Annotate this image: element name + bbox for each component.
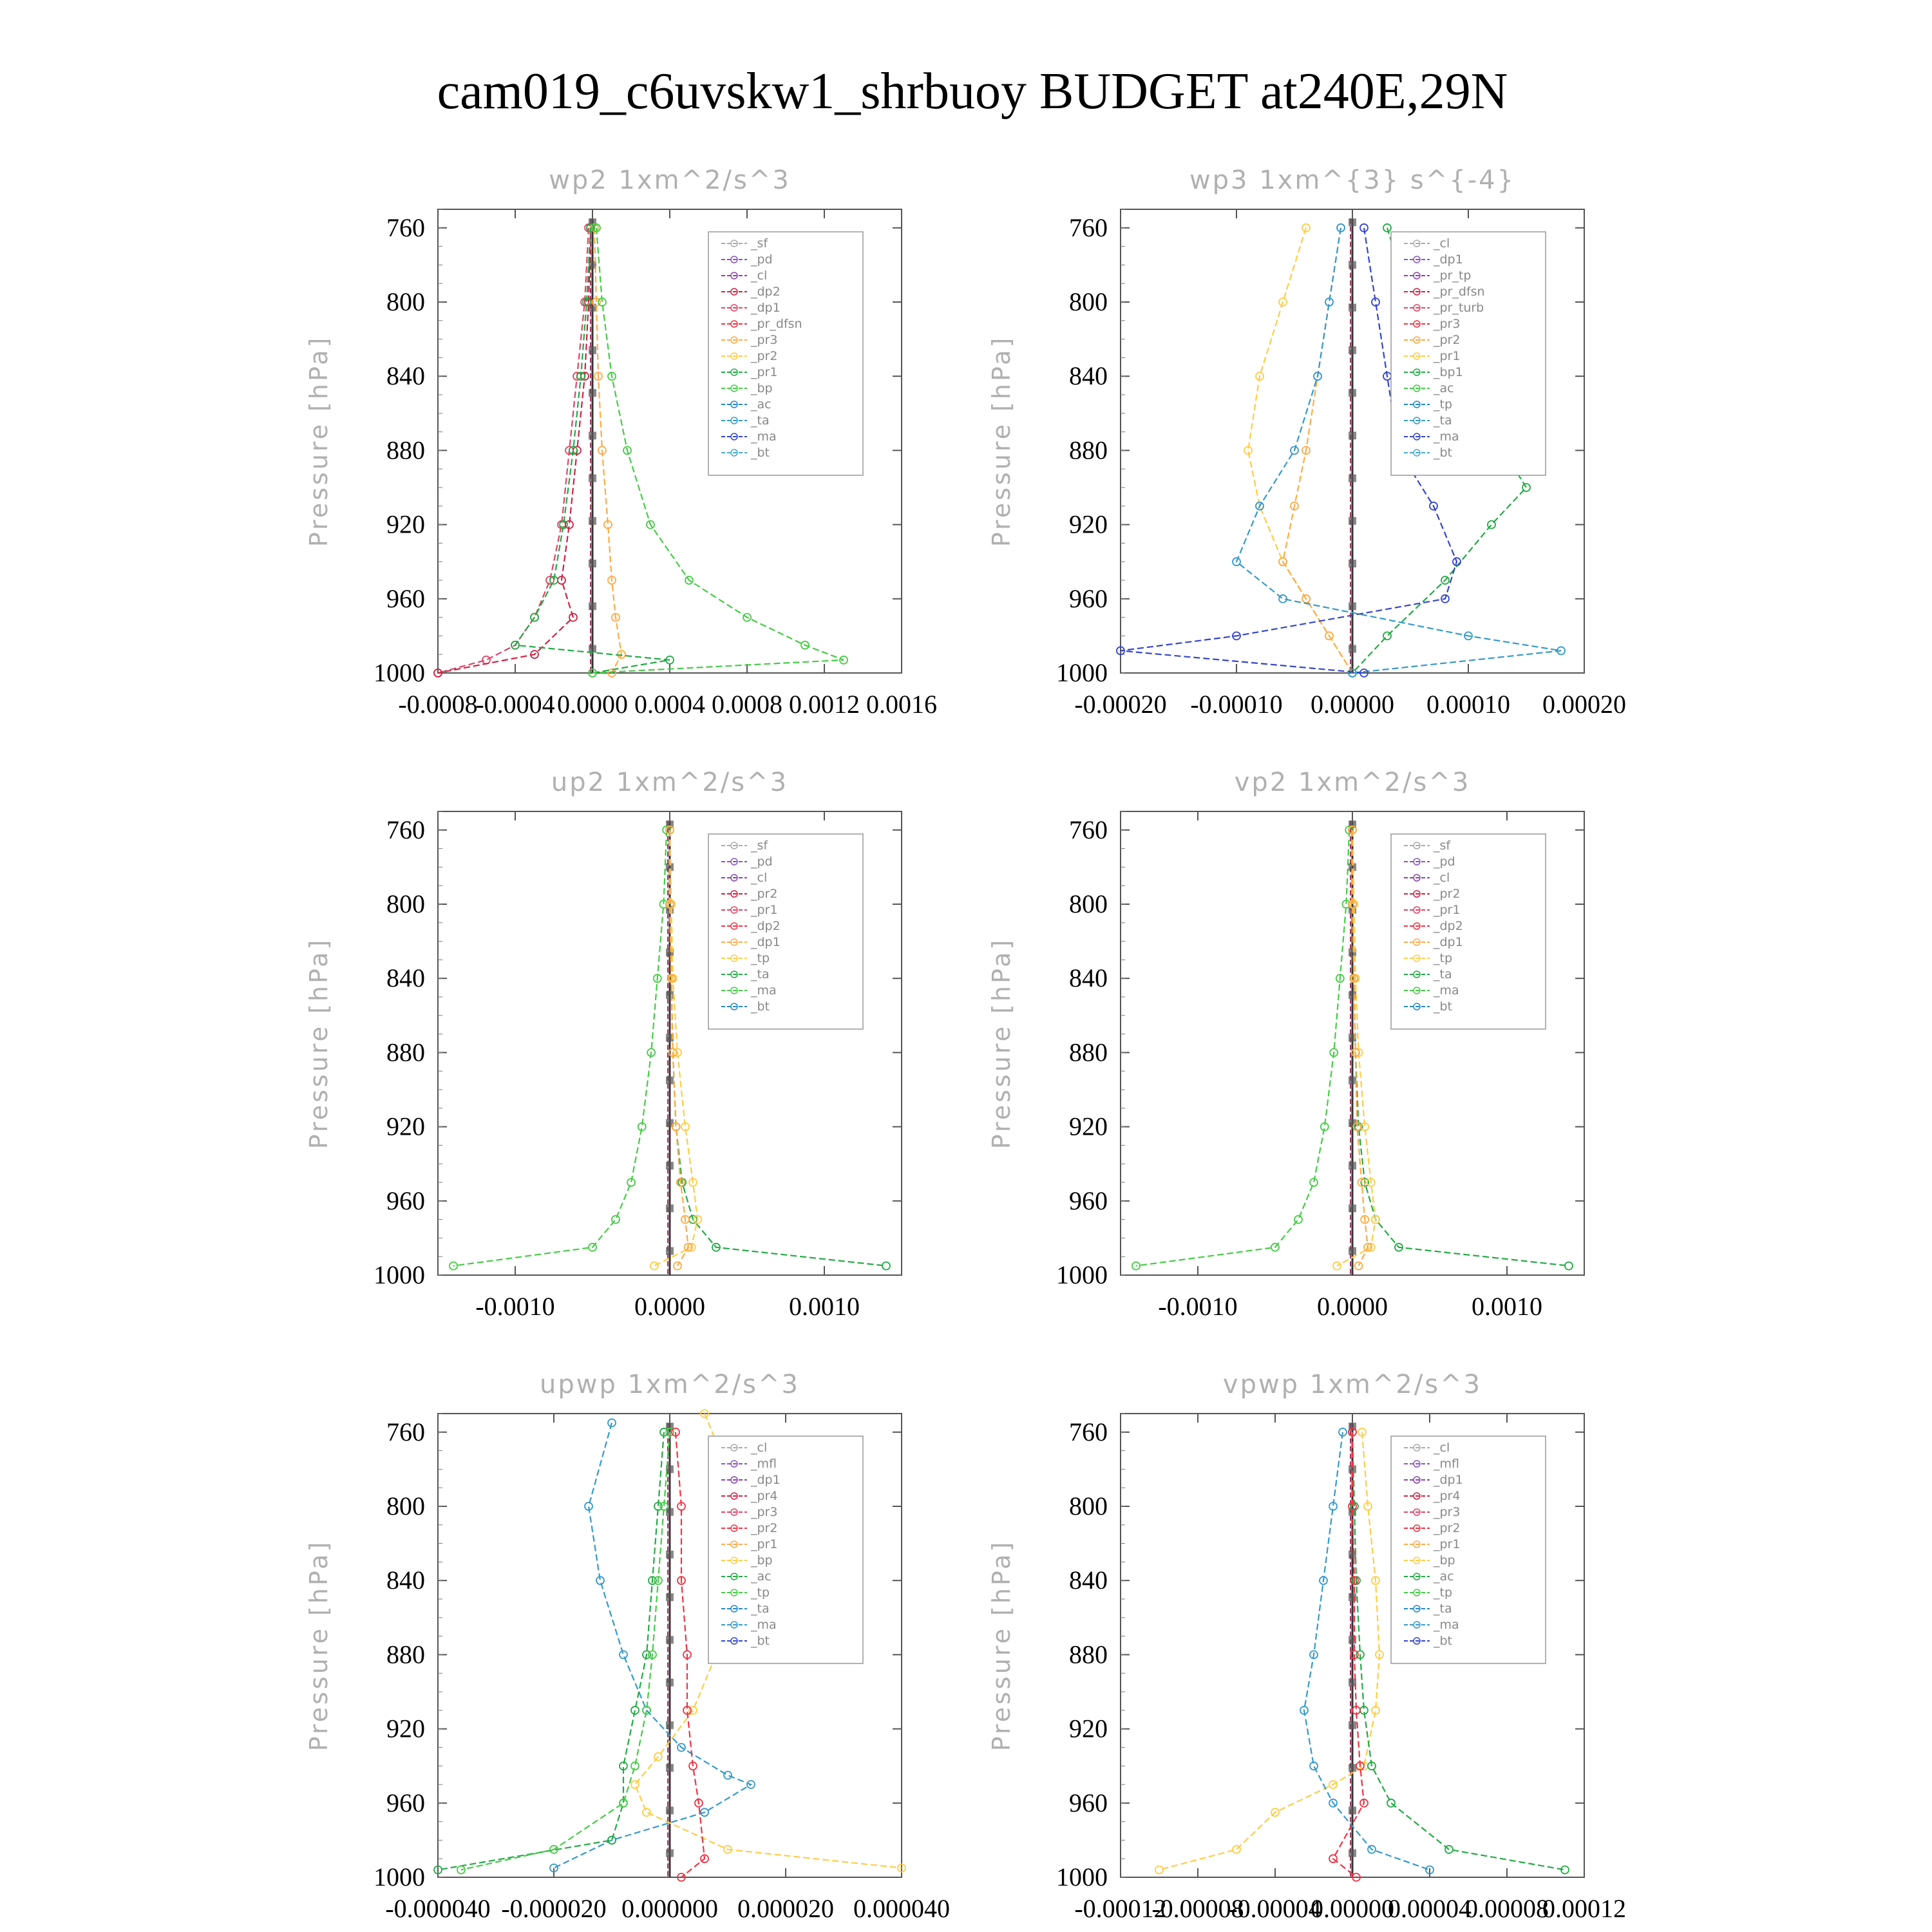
x-tick-label: 0.00008 <box>1465 1894 1549 1923</box>
legend-box <box>1391 1436 1546 1663</box>
x-tick-label: 0.0010 <box>1472 1292 1542 1321</box>
y-axis-label: Pressure [hPa] <box>987 335 1016 547</box>
x-tick-label: -0.00020 <box>1074 690 1167 719</box>
zero-marker <box>666 1721 674 1729</box>
zero-marker <box>1349 645 1356 653</box>
series-point <box>650 1262 658 1270</box>
x-tick-label: 0.00010 <box>1426 690 1510 719</box>
legend-label: _dp1 <box>1434 1473 1463 1487</box>
x-tick-label: 0.00004 <box>1388 1894 1472 1923</box>
zero-marker <box>1349 261 1356 269</box>
zero-marker <box>1349 1162 1356 1170</box>
panel-title: wp3 1xm^{3} s^{-4} <box>1189 166 1516 195</box>
zero-marker <box>589 346 596 354</box>
legend-label: _pr2 <box>751 1521 778 1535</box>
series-line <box>453 830 667 1266</box>
zero-marker <box>1349 475 1356 482</box>
zero-marker <box>666 1204 674 1212</box>
x-tick-label: -0.000040 <box>385 1894 491 1923</box>
y-axis-label: Pressure [hPa] <box>305 335 333 547</box>
y-tick-label: 1000 <box>1056 1260 1108 1289</box>
y-tick-label: 800 <box>386 889 425 918</box>
legend-label: _tp <box>1434 397 1453 412</box>
zero-marker <box>589 475 596 482</box>
legend-label: _ma <box>751 983 777 998</box>
legend-label: _dp1 <box>751 935 781 949</box>
y-axis-label: Pressure [hPa] <box>305 1539 333 1752</box>
y-tick-label: 800 <box>386 1492 425 1520</box>
zero-marker <box>589 560 596 567</box>
series-point <box>643 1808 650 1816</box>
zero-marker <box>666 991 674 999</box>
series-line <box>1136 830 1349 1266</box>
series-line <box>654 830 697 1266</box>
legend-label: _pr3 <box>751 333 778 347</box>
legend-label: _sf <box>751 236 768 251</box>
legend-label: _bt <box>751 999 770 1014</box>
y-tick-label: 960 <box>386 583 425 613</box>
zero-marker <box>1349 304 1356 312</box>
series-line <box>461 1432 670 1870</box>
y-tick-label: 800 <box>386 287 425 316</box>
series-point <box>631 1781 639 1788</box>
y-tick-label: 800 <box>1069 889 1108 918</box>
legend-label: _dp1 <box>1434 935 1463 949</box>
y-tick-label: 760 <box>1069 213 1108 242</box>
series-point <box>882 1262 890 1270</box>
x-tick-label: 0.0016 <box>866 690 937 719</box>
legend-label: _cl <box>1434 871 1450 885</box>
series-line <box>670 830 688 1266</box>
zero-marker <box>589 517 596 525</box>
zero-marker <box>666 1247 674 1255</box>
legend-label: _mfl <box>1434 1457 1459 1471</box>
x-tick-label: 0.000020 <box>737 1894 834 1923</box>
series-line <box>438 1432 664 1870</box>
zero-marker <box>1349 218 1356 226</box>
y-tick-label: 1000 <box>1056 658 1108 687</box>
legend-label: _cl <box>1434 1441 1450 1455</box>
legend-label: _mfl <box>751 1457 777 1471</box>
series-point <box>1488 521 1495 529</box>
series-point <box>1294 1216 1302 1224</box>
legend-label: _cl <box>751 871 768 885</box>
y-tick-label: 760 <box>386 815 425 844</box>
zero-marker <box>589 389 596 397</box>
legend-label: _ta <box>751 413 770 428</box>
y-tick-label: 760 <box>1069 815 1108 844</box>
y-tick-label: 960 <box>1069 1788 1108 1817</box>
legend-label: _sf <box>1434 838 1451 853</box>
zero-marker <box>1349 1593 1356 1601</box>
chart-panel-5 <box>305 1370 950 1923</box>
legend-label: _pd <box>751 855 773 869</box>
zero-marker <box>1349 1077 1356 1084</box>
legend-box <box>708 1436 863 1663</box>
x-tick-label: 0.0000 <box>634 1292 705 1321</box>
x-tick-label: 0.00000 <box>1311 690 1394 719</box>
y-tick-label: 760 <box>386 213 425 242</box>
legend-label: _dp1 <box>751 1473 781 1487</box>
legend-label: _bt <box>1434 999 1453 1014</box>
y-tick-label: 880 <box>386 1640 425 1669</box>
legend-label: _pr2 <box>1434 333 1461 347</box>
chart-panel-3 <box>305 768 902 1321</box>
legend-label: _cl <box>751 1441 768 1455</box>
series-point <box>612 1216 620 1224</box>
series-point <box>1233 1846 1240 1853</box>
legend-label: _pr3 <box>1434 317 1461 331</box>
zero-marker <box>666 1806 674 1814</box>
legend-label: _pr2 <box>1434 887 1461 901</box>
panel-title: vpwp 1xm^2/s^3 <box>1222 1370 1482 1399</box>
legend-label: _pd <box>1434 855 1455 869</box>
legend-label: _tp <box>751 951 770 965</box>
legend-label: _ma <box>1434 1618 1459 1632</box>
y-tick-label: 880 <box>386 1037 425 1067</box>
legend-label: _bt <box>1434 1634 1453 1648</box>
zero-marker <box>1349 517 1356 525</box>
legend-label: _pr1 <box>1434 903 1461 917</box>
x-tick-label: -0.0008 <box>398 690 478 719</box>
series-line <box>1352 830 1368 1266</box>
legend-label: _pr4 <box>751 1489 778 1503</box>
y-tick-label: 880 <box>1069 1037 1108 1067</box>
series-point <box>1383 632 1391 639</box>
legend-label: _pr1 <box>1434 1537 1461 1551</box>
legend-label: _ma <box>1434 983 1459 998</box>
series-line <box>1159 1432 1379 1870</box>
legend-label: _tp <box>1434 951 1453 965</box>
zero-marker <box>1349 602 1356 610</box>
y-tick-label: 880 <box>386 435 425 465</box>
y-tick-label: 920 <box>386 509 425 539</box>
x-tick-label: -0.0004 <box>475 690 555 719</box>
legend-label: _ta <box>1434 967 1452 981</box>
zero-marker <box>589 431 596 439</box>
figure-title: cam019_c6uvskw1_shrbuoy BUDGET at240E,29N <box>437 63 1508 120</box>
legend-label: _bt <box>1434 446 1453 460</box>
y-tick-label: 1000 <box>374 1260 425 1289</box>
legend-label: _sf <box>751 838 768 853</box>
y-tick-label: 840 <box>1069 1566 1108 1595</box>
legend-label: _pd <box>751 252 773 267</box>
zero-marker <box>1349 991 1356 999</box>
legend-label: _pr3 <box>1434 1505 1461 1519</box>
legend-label: _dp2 <box>751 919 781 933</box>
x-tick-label: 0.0012 <box>789 690 860 719</box>
zero-marker <box>589 602 596 610</box>
zero-marker <box>666 1551 674 1558</box>
series-point <box>1565 1262 1573 1270</box>
zero-marker <box>1349 431 1356 439</box>
legend-label: _ma <box>751 1618 777 1632</box>
panels <box>305 166 1626 1923</box>
zero-marker <box>1349 1764 1356 1772</box>
series-line <box>1248 228 1352 673</box>
x-tick-label: 0.0000 <box>557 690 628 719</box>
y-tick-label: 1000 <box>374 658 425 687</box>
legend-label: _cl <box>751 269 768 283</box>
legend-label: _pr1 <box>1434 349 1461 363</box>
zero-marker <box>1349 560 1356 567</box>
y-tick-label: 960 <box>1069 1186 1108 1215</box>
legend-label: _ta <box>751 967 770 981</box>
zero-marker <box>666 1764 674 1772</box>
x-tick-label: 0.0010 <box>789 1292 860 1321</box>
x-tick-label: 0.00020 <box>1542 690 1626 719</box>
x-tick-label: -0.00004 <box>1229 1894 1321 1923</box>
legend-label: _pr4 <box>1434 1489 1461 1503</box>
y-tick-label: 960 <box>386 1788 425 1817</box>
legend-label: _ma <box>751 430 777 444</box>
series-point <box>620 1651 627 1658</box>
series-point <box>1155 1866 1163 1873</box>
legend-label: _tp <box>751 1586 770 1600</box>
x-tick-label: -0.00012 <box>1074 1894 1167 1923</box>
x-tick-label: -0.0010 <box>475 1292 555 1321</box>
series-point <box>1522 484 1530 491</box>
legend-label: _bt <box>751 446 770 460</box>
legend-label: _pr1 <box>751 365 778 379</box>
y-tick-label: 840 <box>386 361 425 391</box>
legend-label: _pr2 <box>751 349 778 363</box>
zero-marker <box>1349 1721 1356 1729</box>
legend-label: _pr_dfsn <box>1434 285 1485 299</box>
panel-title: vp2 1xm^2/s^3 <box>1234 768 1471 797</box>
y-tick-label: 920 <box>1069 1714 1108 1743</box>
zero-marker <box>1349 346 1356 354</box>
y-tick-label: 960 <box>1069 583 1108 613</box>
legend-label: _cl <box>1434 236 1450 251</box>
series-point <box>1387 1799 1395 1807</box>
y-tick-label: 920 <box>1069 1112 1108 1141</box>
y-tick-label: 1000 <box>1056 1862 1108 1891</box>
series-point <box>724 1772 732 1779</box>
y-tick-label: 760 <box>386 1417 425 1446</box>
x-tick-label: 0.00012 <box>1542 1894 1626 1923</box>
y-tick-label: 840 <box>1069 361 1108 391</box>
legend-label: _bp <box>751 381 773 395</box>
x-tick-label: 0.000000 <box>621 1894 718 1923</box>
series-line <box>438 228 589 673</box>
legend-label: _pr2 <box>1434 1521 1461 1535</box>
legend-label: _pr2 <box>751 887 778 901</box>
zero-marker <box>589 645 596 653</box>
x-tick-label: 0.0000 <box>1317 1292 1388 1321</box>
y-tick-label: 960 <box>386 1186 425 1215</box>
legend-label: _dp2 <box>751 285 781 299</box>
legend-label: _pr_dfsn <box>751 317 802 331</box>
legend-label: _dp2 <box>1434 919 1463 933</box>
y-tick-label: 800 <box>1069 287 1108 316</box>
legend-label: _ac <box>751 1569 772 1584</box>
legend-label: _ac <box>1434 1569 1454 1584</box>
legend-label: _ac <box>1434 381 1454 395</box>
legend-label: _ta <box>1434 413 1452 428</box>
zero-marker <box>666 1077 674 1084</box>
chart-panel-6 <box>987 1370 1626 1923</box>
legend-label: _pr_turb <box>1434 301 1484 315</box>
zero-marker <box>1349 1204 1356 1212</box>
zero-marker <box>666 1850 674 1857</box>
y-tick-label: 920 <box>386 1112 425 1141</box>
zero-marker <box>666 1593 674 1601</box>
x-tick-label: -0.0010 <box>1158 1292 1238 1321</box>
y-tick-label: 880 <box>1069 1640 1108 1669</box>
x-tick-label: -0.00008 <box>1151 1894 1244 1923</box>
legend-label: _ac <box>751 397 772 412</box>
legend-label: _pr1 <box>751 903 778 917</box>
zero-marker <box>1349 1247 1356 1255</box>
legend-label: _bt <box>751 1634 770 1648</box>
y-tick-label: 1000 <box>374 1862 425 1891</box>
legend-label: _pr_tp <box>1434 269 1472 283</box>
legend-label: _bp1 <box>1434 365 1463 379</box>
zero-marker <box>666 1162 674 1170</box>
y-axis-label: Pressure [hPa] <box>987 937 1016 1150</box>
chart-panel-1 <box>305 166 937 719</box>
legend-label: _bp <box>751 1553 773 1567</box>
zero-marker <box>1349 1806 1356 1814</box>
y-tick-label: 920 <box>386 1714 425 1743</box>
x-tick-label: 0.0004 <box>634 690 705 719</box>
zero-marker <box>1349 389 1356 397</box>
legend-label: _pr1 <box>751 1537 778 1551</box>
x-tick-label: 0.0008 <box>712 690 782 719</box>
legend-label: _dp1 <box>751 301 781 315</box>
y-axis-label: Pressure [hPa] <box>305 937 333 1150</box>
legend-label: _ta <box>1434 1602 1452 1616</box>
x-tick-label: -0.00010 <box>1190 690 1283 719</box>
chart-panel-4 <box>987 768 1584 1321</box>
y-tick-label: 760 <box>1069 1417 1108 1446</box>
y-tick-label: 920 <box>1069 509 1108 539</box>
x-tick-label: 0.000040 <box>853 1894 950 1923</box>
legend-label: _bp <box>1434 1553 1455 1567</box>
y-tick-label: 840 <box>1069 963 1108 993</box>
zero-marker <box>666 1636 674 1643</box>
zero-marker <box>1349 1850 1356 1857</box>
y-axis-label: Pressure [hPa] <box>987 1539 1016 1752</box>
legend-label: _ma <box>1434 430 1459 444</box>
series-line <box>676 1432 705 1877</box>
x-tick-label: -0.000020 <box>501 1894 607 1923</box>
y-tick-label: 840 <box>386 1566 425 1595</box>
y-tick-label: 880 <box>1069 435 1108 465</box>
legend-label: _ta <box>751 1602 770 1616</box>
y-tick-label: 840 <box>386 963 425 993</box>
legend-label: _dp1 <box>1434 252 1463 267</box>
y-tick-label: 800 <box>1069 1492 1108 1520</box>
legend-label: _tp <box>1434 1586 1453 1600</box>
panel-title: wp2 1xm^2/s^3 <box>549 166 791 195</box>
chart-panel-2 <box>987 166 1626 719</box>
series-line <box>438 228 591 673</box>
legend-label: _pr3 <box>751 1505 778 1519</box>
panel-title: up2 1xm^2/s^3 <box>551 768 789 797</box>
x-tick-label: 0.00000 <box>1311 1894 1394 1923</box>
zero-marker <box>666 1679 674 1687</box>
zero-marker <box>1349 1636 1356 1643</box>
panel-title: upwp 1xm^2/s^3 <box>540 1370 800 1399</box>
